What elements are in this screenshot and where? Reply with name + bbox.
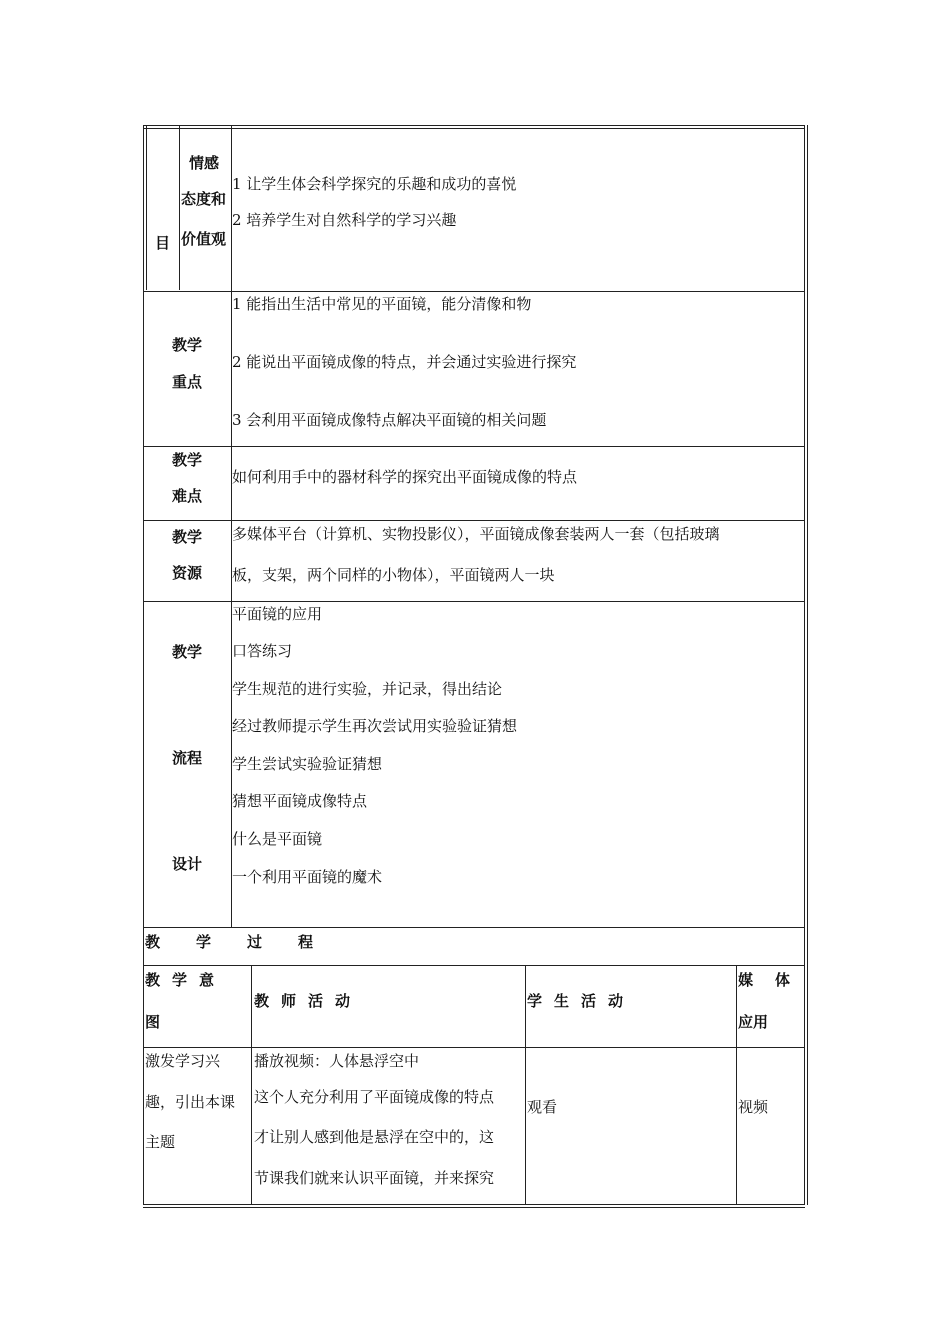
col-divider-teacher [251,965,252,1205]
flow-label-line-2: 流程 [172,749,203,767]
emotion-label-line-2: 态度和 [181,190,227,208]
col-divider-media [736,965,737,1205]
resource-line-1: 多媒体平台（计算机、实物投影仪），平面镜成像套装两人一套（包括玻璃 [232,525,720,543]
flow-label-line-3: 设计 [172,855,203,873]
row-teacher-line-1: 播放视频：人体悬浮空中 [254,1052,420,1070]
table-border-bottom [143,1204,805,1205]
header-intent-line-2: 图 [145,1013,161,1031]
flow-item-1: 平面镜的应用 [232,605,323,623]
table-border-right [804,125,805,1205]
row-divider-7 [143,1047,805,1048]
process-title: 教学过程 [145,933,350,951]
flow-item-2: 口答练习 [232,642,293,660]
row-student: 观看 [527,1098,558,1116]
flow-item-8: 一个利用平面镜的魔术 [232,868,383,886]
resource-label-line-1: 教学 [172,528,203,546]
row-divider-4 [143,601,805,602]
emotion-label-line-3: 价值观 [181,230,227,248]
table-border-left [143,125,144,1205]
resource-label-line-2: 资源 [172,564,203,582]
difficulty-label-line-1: 教学 [172,451,203,469]
flow-item-7: 什么是平面镜 [232,830,323,848]
table-border-left-2 [146,125,147,290]
key-item-2: 2 能说出平面镜成像的特点，并会通过实验进行探究 [232,353,577,371]
flow-item-6: 猜想平面镜成像特点 [232,792,368,810]
key-label-line-1: 教学 [172,336,203,354]
flow-item-4: 经过教师提示学生再次尝试用实验验证猜想 [232,717,518,735]
col-divider-student [525,965,526,1205]
table-border-top [143,125,805,126]
header-intent-line-1: 教学意 [145,971,227,989]
difficulty-label-line-2: 难点 [172,487,203,505]
objective-label-char: 目 [155,234,171,252]
header-media-line-1: 媒体 [738,971,813,989]
header-teacher: 教师活动 [254,992,363,1010]
row-teacher-line-4: 节课我们就来认识平面镜，并来探究 [254,1169,495,1187]
difficulty-text: 如何利用手中的器材科学的探究出平面镜成像的特点 [232,468,578,486]
table-border-top-2 [143,128,805,129]
header-media-line-2: 应用 [738,1013,769,1031]
row-divider-6 [143,965,805,966]
flow-label-line-1: 教学 [172,643,203,661]
header-student: 学生活动 [527,992,636,1010]
row-divider-3 [143,520,805,521]
row-intent-line-3: 主题 [145,1133,176,1151]
row-divider-1 [143,291,805,292]
row-teacher-line-3: 才让别人感到他是悬浮在空中的，这 [254,1128,495,1146]
resource-line-2: 板，支架，两个同样的小物体），平面镜两人一块 [232,566,555,584]
flow-item-3: 学生规范的进行实验，并记录，得出结论 [232,680,503,698]
row-intent-line-2: 趣，引出本课 [145,1093,236,1111]
emotion-item-2: 2 培养学生对自然科学的学习兴趣 [232,211,457,229]
emotion-item-1: 1 让学生体会科学探究的乐趣和成功的喜悦 [232,175,517,193]
table-border-bottom-2 [143,1207,805,1208]
table-border-right-2 [807,125,808,1205]
key-item-1: 1 能指出生活中常见的平面镜，能分清像和物 [232,295,532,313]
row-intent-line-1: 激发学习兴 [145,1052,221,1070]
row-divider-5 [143,927,805,928]
row-teacher-line-2: 这个人充分利用了平面镜成像的特点 [254,1088,495,1106]
key-label-line-2: 重点 [172,373,203,391]
emotion-label-line-1: 情感 [189,154,220,172]
key-item-3: 3 会利用平面镜成像特点解决平面镜的相关问题 [232,411,547,429]
flow-item-5: 学生尝试实验验证猜想 [232,755,383,773]
col-divider-emotion [179,125,180,290]
row-divider-2 [143,446,805,447]
row-media: 视频 [738,1098,769,1116]
